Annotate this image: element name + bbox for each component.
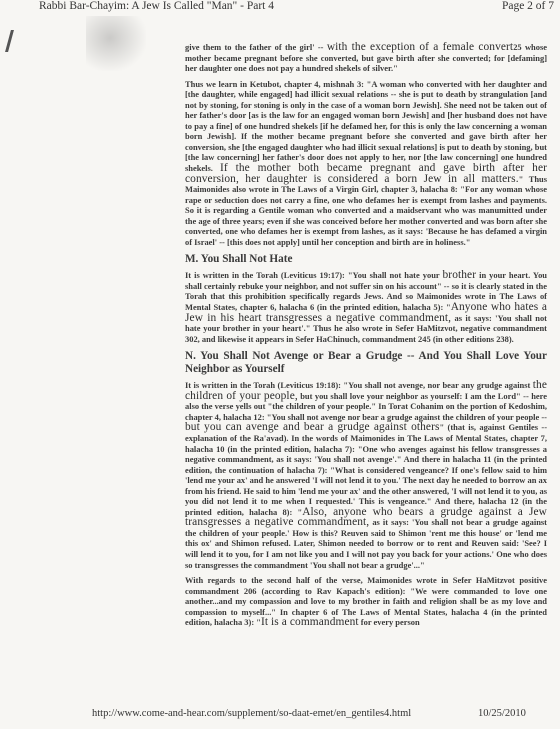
paragraph	[185, 42, 547, 74]
text-run: as it says: 'You shall not hate your brother in your heart'." Thus he also wrote in Sefer HaMitzvot, negative commandment 302, and likewise it appears in Sefer HaChinuch, commandment 245 (in other editions 238).	[185, 312, 547, 344]
text-run: give them to the father of the girl' --	[185, 42, 327, 52]
text-run: as it says: 'You shall not bear a grudge against the children of your people.' How is this? Reuven said to Shimon 'rent me this house' or 'lend me this ox' and Shimon refused. Later, Shimon needed to borrow or to rent and Reuven said: 'See? I will lend it to you, for I am not like you and I will not pay you back for your actions.' One who does so transgresses the commandment 'You shall not bear a grudge'..."	[185, 517, 547, 570]
emphasized-text: brother	[442, 269, 477, 282]
paragraph	[185, 575, 547, 628]
text-run: Thus we learn in Ketubot, chapter 4, mishnah 3: "A woman who converted with her daughter and [the daughter, while engaged] had illicit sexual relations -- she is put to death by strangulation [and not by stoning, for stoning is only in the case of a woman born Jewish]. She need not be taken out of her father's door [as is the law for an engaged woman born Jewish] and [her husband does not have to pay a fine] of one hundred shekels [if he defamed her, for this is only the law concerning a woman born Jewish]. If the mother became pregnant before she converted and gave birth after her conversion, she [the engaged daughter who had illicit sexual relations] is put to death by stoning, but [the law concerning] her father's door does not apply to her, nor [the law concerning] one hundred shekels.	[185, 78, 547, 174]
scan-smudge	[86, 16, 146, 71]
text-run: It is written in the Torah (Leviticus 19:17): "You shall not hate your	[185, 270, 443, 281]
emphasized-text: the children of your people,	[185, 379, 547, 402]
paragraph	[185, 380, 547, 570]
emphasized-text: It is a commandment	[260, 616, 359, 629]
paragraph	[185, 79, 547, 248]
section-heading-n: N. You Shall Not Avenge or Bear a Grudge -- And You Shall Love Your Neighbor as Yourself	[185, 350, 547, 376]
footer-url: http://www.come-and-hear.com/supplement/so-daat-emet/en_gentiles4.html	[92, 708, 412, 719]
section-heading-m: M. You Shall Not Hate	[185, 253, 293, 266]
text-run: " (that is, against Gentiles -- explanation of the Ra'avad). In the words of Maimonides in The Laws of Mental States, chapter 7, halacha 10 (in the printed edition, halacha 7): "One who avenges against his fellow transgresses a negative commandment, as it says: 'You shall not avenge'." And there in halacha 11 (in the printed edition, the continuation of halacha 7): "What is considered vengeance? If one's fellow said to him 'lend me your ax' and he answered 'I will not lend it to you.' The next day he needed to borrow an ax from his friend. He said to him 'lend me your ax' and the other answered, 'I will not lend it to you, as you did not lend it to me when I requested.' This is vengeance." And there, halacha 12 (in the printed edition, halacha 8): "	[185, 422, 548, 517]
text-run: but you shall love your neighbor as yourself: I am the Lord" -- here also the verse yells out "the children of your people." In Torat Cohanim on the portion of Kedoshim, chapter 4, halacha 12: "You shall not avenge nor bear a grudge against the children of your people --	[185, 390, 547, 422]
footer-date: 10/25/2010	[478, 708, 526, 719]
document-body	[185, 42, 547, 633]
emphasized-text: Also, anyone who bears a grudge against a Jew transgresses a negative commandment,	[185, 505, 547, 529]
text-run: With regards to the second half of the verse, Maimonides wrote in Sefer HaMitzvot positive commandment 206 (according to Rav Kapach's edition): "We were commanded to love one another...and my compassion and love to my brother in faith and religion shall be as my love and compassion to myself..." In chapter 6 of The Laws of Mental States, halacha 4 (in the printed edition, halacha 3): "	[185, 575, 547, 628]
text-run: for every person	[358, 617, 420, 628]
emphasized-text: with the exception of a female convert	[326, 41, 514, 53]
text-run: It is written in the Torah (Leviticus 19:18): "You shall not avenge, nor bear any grudge against	[185, 380, 533, 391]
text-run: " Thus Maimonides also wrote in The Laws of a Virgin Girl, chapter 3, halacha 8: "For any woman whose rape or seduction does not carry a fine, one who defames her is exempt from lashes and payments. So it is regarding a Gentile woman who converted and a maidservant who was manumitted under the age of three years; even if she was conceived before her mother converted and was born after she converted, one who defames her is exempt from lashes, as it says: 'Because he has defamed a virgin of Israel' -- [this does not apply] until her conception and birth are in holiness."	[185, 173, 548, 247]
paragraph	[185, 270, 547, 344]
emphasized-text: Anyone who hates a Jew in his heart transgresses a negative commandment,	[185, 301, 548, 324]
text-run: in your heart. You shall certainly rebuke your neighbor, and not suffer sin on his account" -- so it is clearly stated in the Torah that this prohibition specifically regards Jews. And so Maimonides wrote in The Laws of Mental States, chapter 6, halacha 6 (in the printed edition, halacha 5): "	[185, 270, 547, 313]
emphasized-text: but you can avenge and bear a grudge against others	[185, 421, 440, 434]
page-number: Page 2 of 7	[501, 0, 554, 12]
text-run: 25 whose mother became pregnant before she converted, but gave birth after she converted; for [defaming] her daughter one does not pay a hundred shekels of silver."	[185, 42, 547, 74]
scan-edge-mark	[5, 30, 14, 52]
emphasized-text: If the mother both became pregnant and gave birth after her conversion, her daughter is considered a born Jew in all matters.	[185, 162, 548, 185]
page-header-title: Rabbi Bar-Chayim: A Jew Is Called "Man" - Part 4	[39, 0, 274, 12]
